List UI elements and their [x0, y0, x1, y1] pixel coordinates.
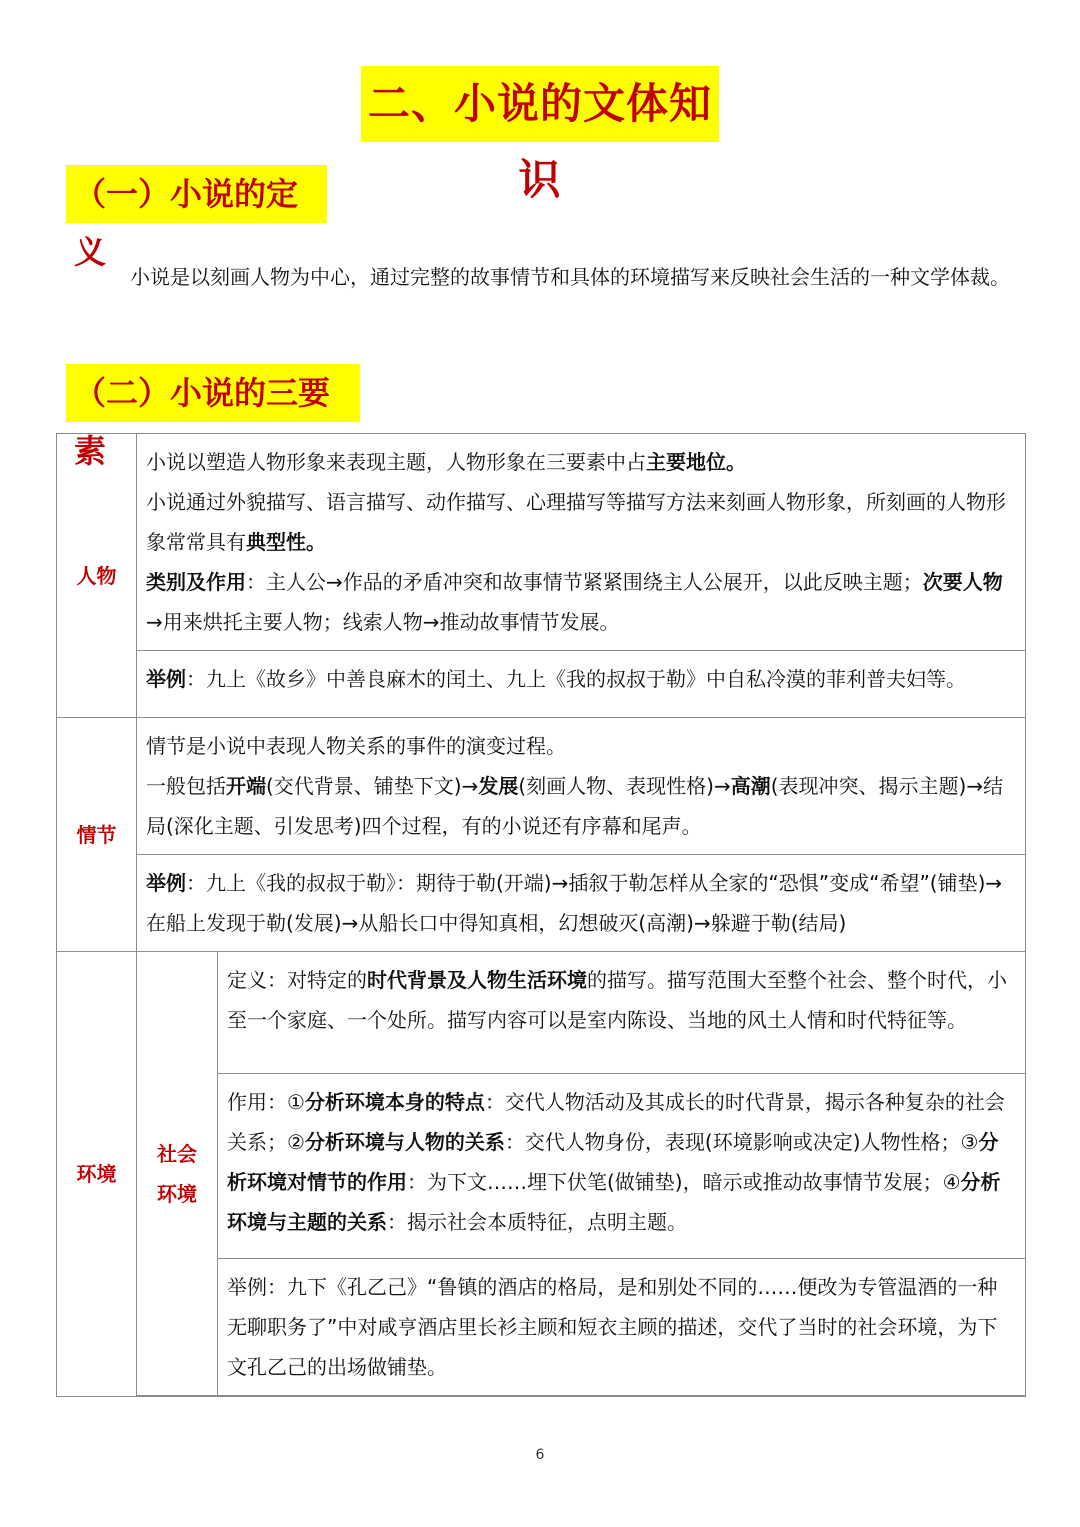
character-example-cell: 举例：九上《故乡》中善良麻木的闰土、九上《我的叔叔于勒》中自私冷漠的菲利普夫妇等。	[137, 651, 1026, 718]
empty-cell	[137, 1396, 218, 1397]
character-text-1: 小说以塑造人物形象来表现主题，人物形象在三要素中占主要地位。	[146, 450, 746, 474]
plot-description-cell	[137, 718, 1026, 855]
definition-paragraph: 小说是以刻画人物为中心，通过完整的故事情节和具体的环境描写来反映社会生活的一种文学体裁。	[130, 265, 1010, 289]
plot-example-cell: 举例：九上《我的叔叔于勒》：期待于勒(开端)→插叙于勒怎样从全家的“恐惧”变成“希望”(铺垫)→在船上发现于勒(发展)→从船长口中得知真相，幻想破灭(高潮)→躲避于勒(结局)	[137, 855, 1026, 952]
table-row	[57, 952, 1026, 1074]
table-row	[57, 434, 1026, 651]
table-row	[57, 651, 1026, 718]
plot-text-1: 情节是小说中表现人物关系的事件的演变过程。	[146, 734, 566, 758]
three-elements-table	[56, 433, 1026, 1397]
empty-cell	[218, 1396, 1026, 1397]
character-text-2: 小说通过外貌描写、语言描写、动作描写、心理描写等描写方法来刻画人物形象，所刻画的人物形象常常具有典型性。	[146, 490, 1006, 554]
row-label-social-environment	[137, 952, 218, 1396]
row-label-environment: 环境	[57, 952, 137, 1397]
environment-definition-cell: 定义：对特定的时代背景及人物生活环境的描写。描写范围大至整个社会、整个时代，小至一个家庭、一个处所。描写内容可以是室内陈设、当地的风土人情和时代特征等。	[218, 952, 1026, 1074]
table-row	[57, 1396, 1026, 1397]
table-row	[57, 855, 1026, 952]
social-label-line-2: 环境	[157, 1181, 197, 1206]
row-label-plot: 情节	[57, 718, 137, 952]
plot-text-2: 一般包括开端(交代背景、铺垫下文)→发展(刻画人物、表现性格)→高潮(表现冲突、揭示主题)→结局(深化主题、引发思考)四个过程，有的小说还有序幕和尾声。	[146, 774, 1004, 838]
section-heading-three-elements: （二）小说的三要素	[66, 364, 360, 422]
page-title: 二、小说的文体知识	[361, 66, 719, 142]
table-row	[57, 718, 1026, 855]
row-label-character: 人物	[57, 434, 137, 718]
character-description-cell	[137, 434, 1026, 651]
character-text-3: 类别及作用：主人公→作品的矛盾冲突和故事情节紧紧围绕主人公展开，以此反映主题；次要人物→用来烘托主要人物；线索人物→推动故事情节发展。	[146, 570, 1003, 634]
page-number: 6	[535, 1447, 545, 1463]
social-label-line-1: 社会	[157, 1141, 197, 1166]
section-heading-definition: （一）小说的定义	[66, 165, 327, 223]
environment-function-cell: 作用：①分析环境本身的特点：交代人物活动及其成长的时代背景，揭示各种复杂的社会关系；②分析环境与人物的关系：交代人物身份，表现(环境影响或决定)人物性格；③分析环境对情节的作用：为下文……埋下伏笔(做铺垫)，暗示或推动故事情节发展；④分析环境与主题的关系：揭示社会本质特征，点明主题。	[218, 1074, 1026, 1259]
environment-example-cell: 举例：九下《孔乙己》“鲁镇的酒店的格局，是和别处不同的……便改为专管温酒的一种无聊职务了”中对咸亨酒店里长衫主顾和短衣主顾的描述，交代了当时的社会环境，为下文孔乙己的出场做铺垫。	[218, 1259, 1026, 1396]
